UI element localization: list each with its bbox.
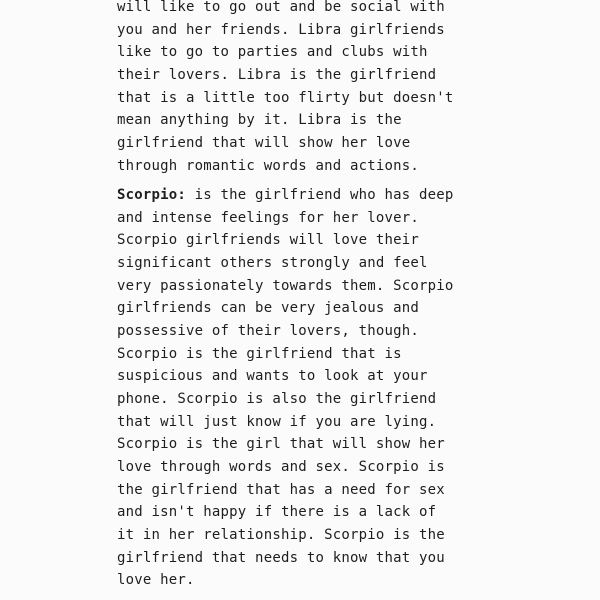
scorpio-first-line <box>117 184 587 207</box>
libra-line: their lovers. Libra is the girlfriend <box>117 66 437 83</box>
scorpio-line: that will just know if you are lying. <box>117 413 437 430</box>
scorpio-line: and intense feelings for her lover. <box>117 209 420 226</box>
scorpio-line: suspicious and wants to look at your <box>117 368 428 385</box>
scorpio-line: Scorpio is the girlfriend that is <box>117 345 402 362</box>
libra-line: that is a little too flirty but doesn't <box>117 89 454 106</box>
scorpio-paragraph <box>117 184 587 592</box>
scorpio-line: love through words and sex. Scorpio is <box>117 458 445 475</box>
libra-line: mean anything by it. Libra is the <box>117 112 402 129</box>
scorpio-line: significant others strongly and feel <box>117 254 428 271</box>
libra-line: girlfriend that will show her love <box>117 134 411 151</box>
scorpio-line: it in her relationship. Scorpio is the <box>117 526 445 543</box>
libra-line: will like to go out and be social with <box>117 0 445 15</box>
scorpio-line: very passionately towards them. Scorpio <box>117 277 454 294</box>
scorpio-line: Scorpio is the girl that will show her <box>117 436 445 453</box>
libra-line: through romantic words and actions. <box>117 157 420 174</box>
scorpio-line: girlfriend that needs to know that you <box>117 549 445 566</box>
scorpio-line: love her. <box>117 572 195 589</box>
scorpio-line: phone. Scorpio is also the girlfriend <box>117 390 437 407</box>
scorpio-line: possessive of their lovers, though. <box>117 322 420 339</box>
scorpio-heading: Scorpio: <box>117 187 187 203</box>
libra-line: you and her friends. Libra girlfriends <box>117 21 445 38</box>
libra-paragraph <box>117 0 587 177</box>
scorpio-line: girlfriends can be very jealous and <box>117 300 420 317</box>
scorpio-first-line-text: is the girlfriend who has deep <box>186 187 454 203</box>
scorpio-line: Scorpio girlfriends will love their <box>117 232 420 249</box>
scorpio-line: and isn't happy if there is a lack of <box>117 504 437 521</box>
scorpio-line: the girlfriend that has a need for sex <box>117 481 445 498</box>
libra-line: like to go to parties and clubs with <box>117 44 428 61</box>
